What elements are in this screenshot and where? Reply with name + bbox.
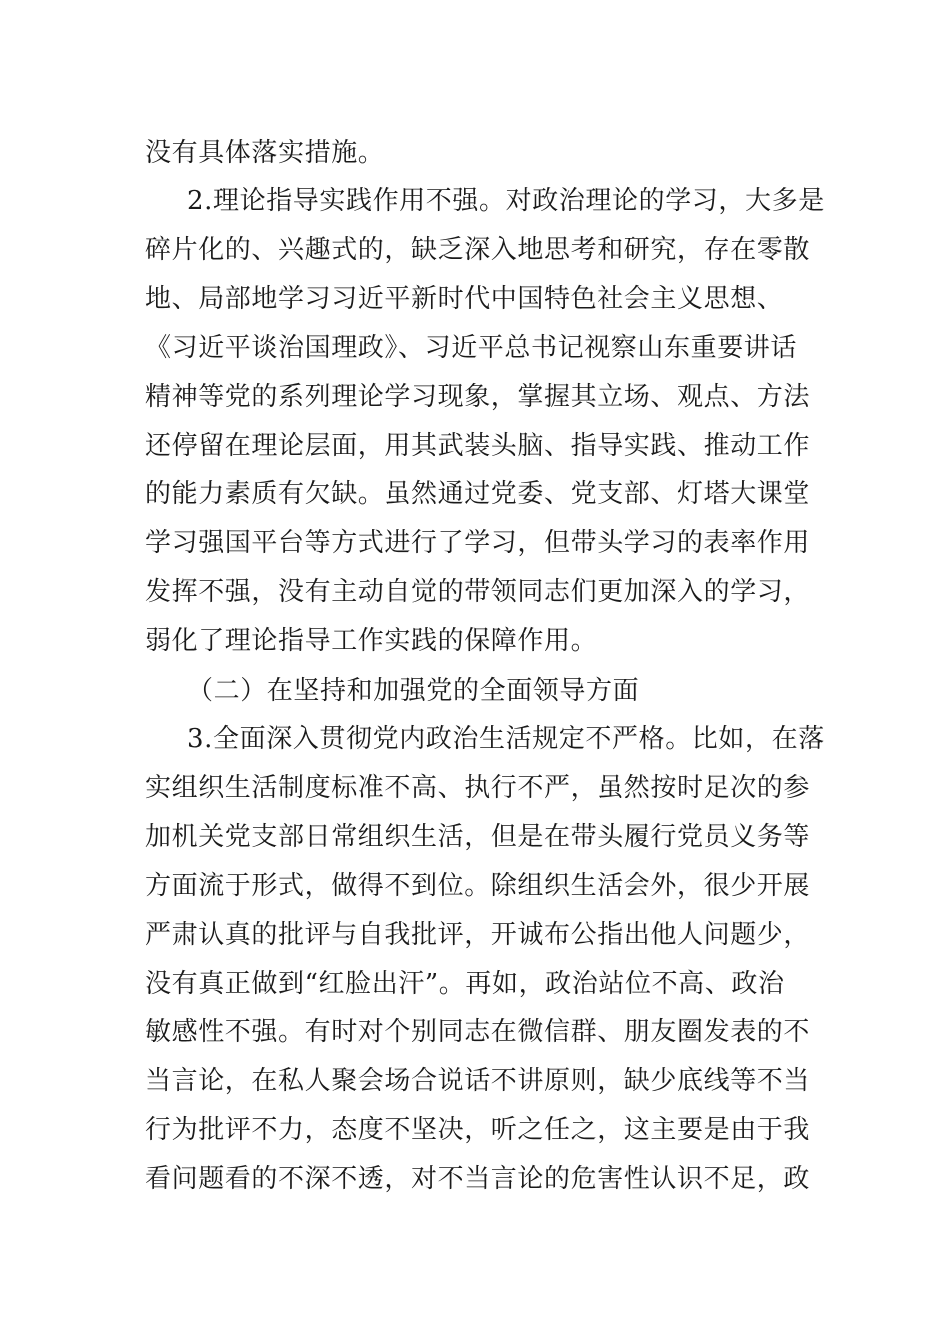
text-line: 敏感性不强。有时对个别同志在微信群、朋友圈发表的不 [145,1017,811,1047]
text-line: 学习强国平台等方式进行了学习，但带头学习的表率作用 [145,528,811,558]
paragraph-start-line: 2.理论指导实践作用不强。对政治理论的学习，大多是 [187,186,825,216]
text-line: 没有具体落实措施。 [145,138,385,168]
text-line: 碎片化的、兴趣式的，缺乏深入地思考和研究，存在零散 [145,235,811,265]
text-line: 《习近平谈治国理政》、习近平总书记视察山东重要讲话 [145,333,798,363]
text-line: 实组织生活制度标准不高、执行不严，虽然按时足次的参 [145,773,811,803]
text-line: 的能力素质有欠缺。虽然通过党委、党支部、灯塔大课堂 [145,479,811,509]
text-line: 方面流于形式，做得不到位。除组织生活会外，很少开展 [145,871,811,901]
text-line: 精神等党的系列理论学习现象，掌握其立场、观点、方法 [145,382,811,412]
text-line: 地、局部地学习习近平新时代中国特色社会主义思想、 [145,284,784,314]
text-line: 当言论，在私人聚会场合说话不讲原则，缺少底线等不当 [145,1066,811,1096]
text-line: 弱化了理论指导工作实践的保障作用。 [145,626,598,656]
text-line: 还停留在理论层面，用其武装头脑、指导实践、推动工作 [145,431,811,461]
text-line: 发挥不强，没有主动自觉的带领同志们更加深入的学习， [145,577,811,607]
text-line: 加机关党支部日常组织生活，但是在带头履行党员义务等 [145,822,811,852]
text-line: 严肃认真的批评与自我批评，开诚布公指出他人问题少， [145,920,811,950]
section-heading: （二）在坚持和加强党的全面领导方面 [187,676,640,706]
paragraph-start-line: 3.全面深入贯彻党内政治生活规定不严格。比如，在落 [187,724,825,754]
text-line: 看问题看的不深不透，对不当言论的危害性认识不足，政 [145,1164,811,1194]
text-line: 没有真正做到“红脸出汗”。再如，政治站位不高、政治 [145,969,785,999]
text-line: 行为批评不力，态度不坚决，听之任之，这主要是由于我 [145,1115,811,1145]
